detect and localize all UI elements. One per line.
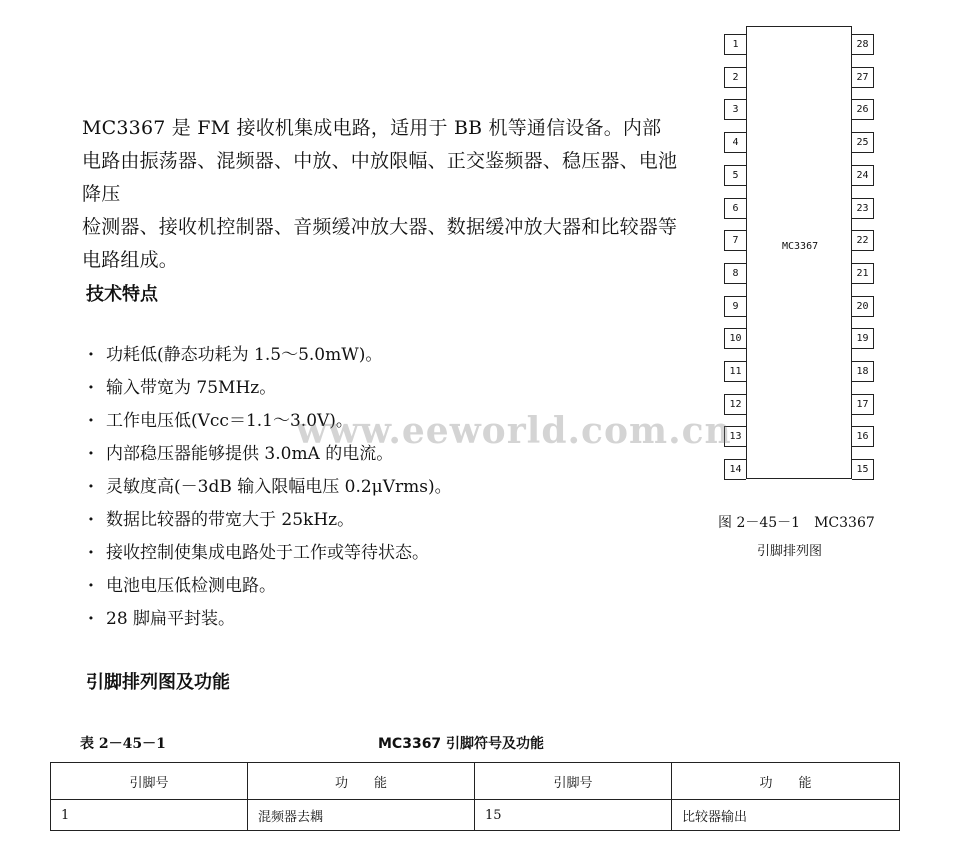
pin-left: 13 [724,426,746,447]
pin-left: 5 [724,165,746,186]
intro-line: 检测器、接收机控制器、音频缓冲放大器、数据缓冲放大器和比较器等 [82,216,678,238]
pin-left: 3 [724,99,746,120]
pin-right: 23 [852,198,874,219]
figure-caption: 图 2－45－1 MC3367 [718,515,875,531]
pin-right: 17 [852,394,874,415]
header-function: 功 能 [672,763,900,800]
table-number: 表 2－45－1 [80,736,166,752]
table-row [51,800,900,831]
pin-right: 25 [852,132,874,153]
pin-left: 2 [724,67,746,88]
feature-item: · 电池电压低检测电路。 [88,570,452,603]
header-pin-no: 引脚号 [51,763,248,800]
section-heading: 引脚排列图及功能 [86,672,230,693]
table-header-row [51,763,900,800]
pin-left: 14 [724,459,746,480]
feature-item: · 输入带宽为 75MHz。 [88,372,452,405]
figure-caption-sub: 引脚排列图 [757,544,823,559]
table-title: MC3367 引脚符号及功能 [378,736,545,752]
ic-label: MC3367 [782,241,819,252]
pin-left: 1 [724,34,746,55]
pin-right: 26 [852,99,874,120]
intro-line: 电路组成。 [82,249,179,271]
table-cell: 比较器输出 [672,800,900,831]
pin-right: 21 [852,263,874,284]
intro-line: MC3367 是 FM 接收机集成电路，适用于 BB 机等通信设备。内部 [82,117,662,139]
feature-item: · 灵敏度高(－3dB 输入限幅电压 0.2μVrms)。 [88,471,452,504]
pin-left: 4 [724,132,746,153]
feature-item: · 接收控制使集成电路处于工作或等待状态。 [88,537,452,570]
table-cell: 1 [51,800,248,831]
ic-package-body [746,26,852,479]
table-cell: 15 [475,800,672,831]
pin-left: 11 [724,361,746,382]
pin-right: 28 [852,34,874,55]
pin-right: 15 [852,459,874,480]
pin-right: 24 [852,165,874,186]
pin-left: 6 [724,198,746,219]
header-pin-no: 引脚号 [475,763,672,800]
intro-line: 电路由振荡器、混频器、中放、中放限幅、正交鉴频器、稳压器、电池降压 [82,150,678,205]
pin-left: 12 [724,394,746,415]
watermark: www.eeworld.com.cn [296,410,732,452]
feature-item: · 功耗低(静态功耗为 1.5～5.0mW)。 [88,339,452,372]
pin-left: 7 [724,230,746,251]
feature-item: · 内部稳压器能够提供 3.0mA 的电流。 [88,438,452,471]
pin-right: 19 [852,328,874,349]
pin-right: 27 [852,67,874,88]
feature-item: · 28 脚扁平封装。 [88,603,452,636]
header-function: 功 能 [248,763,475,800]
intro-paragraph [82,112,694,277]
table-cell: 混频器去耦 [248,800,475,831]
features-heading: 技术特点 [86,284,158,305]
feature-item: · 数据比较器的带宽大于 25kHz。 [88,504,452,537]
pin-left: 10 [724,328,746,349]
pin-left: 8 [724,263,746,284]
feature-item: · 工作电压低(Vcc＝1.1～3.0V)。 [88,405,452,438]
pin-right: 22 [852,230,874,251]
pin-right: 20 [852,296,874,317]
pin-right: 16 [852,426,874,447]
pin-function-table [50,762,900,831]
features-list [88,339,452,636]
pin-left: 9 [724,296,746,317]
pin-right: 18 [852,361,874,382]
